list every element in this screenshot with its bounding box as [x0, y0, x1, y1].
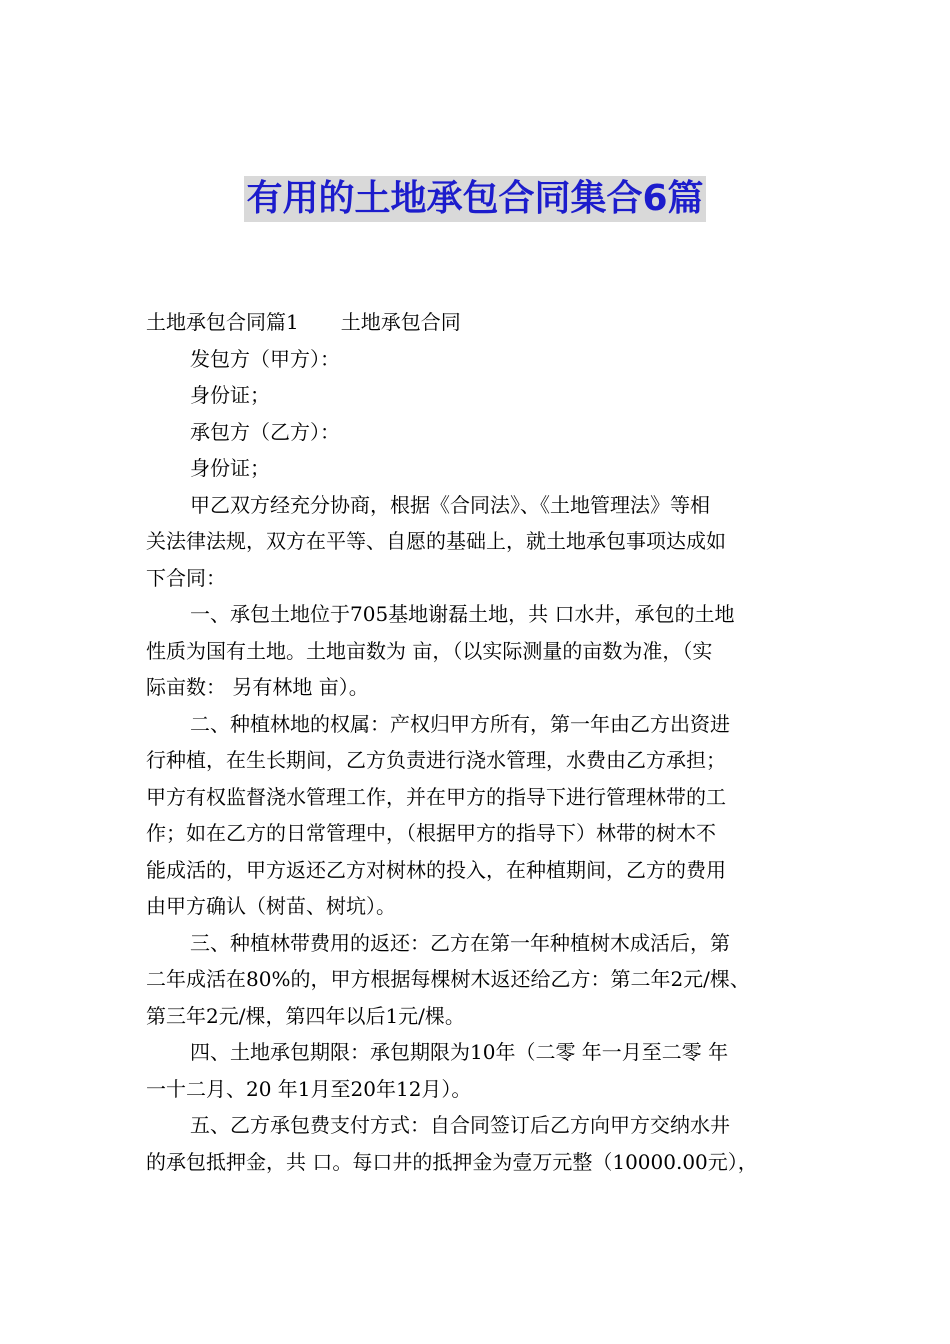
text-line: 甲乙双方经充分协商，根据《合同法》、《土地管理法》等相 [190, 492, 710, 517]
text-line: 际亩数： 另有林地 亩）。 [146, 675, 369, 699]
paragraph-lines [146, 341, 810, 1181]
text-line: 能成活的，甲方返还乙方对树林的投入，在种植期间，乙方的费用 [146, 857, 726, 882]
text-line: 一十二月、20 年1月至20年12月）。 [146, 1076, 472, 1101]
text-line: 的承包抵押金，共 口。每口井的抵押金为壹万元整（10000.00元）， [146, 1149, 758, 1174]
text-line: 发包方（甲方）： [190, 346, 340, 371]
text-line: 关法律法规，双方在平等、自愿的基础上，就土地承包事项达成如 [146, 529, 726, 553]
text-line: 性质为国有土地。土地亩数为 亩，（以实际测量的亩数为准，（实 [146, 638, 713, 663]
text-line: 三、种植林带费用的返还：乙方在第一年种植树木成活后，第 [190, 930, 730, 955]
text-line: 甲方有权监督浇水管理工作，并在甲方的指导下进行管理林带的工 [146, 784, 726, 809]
document-body [146, 304, 810, 1180]
text-line: 作；如在乙方的日常管理中，（根据甲方的指导下）林带的树木不 [146, 821, 716, 845]
document-title: 有用的土地承包合同集合6篇 [244, 176, 705, 222]
text-line: 由甲方确认（树苗、树坑）。 [146, 894, 396, 918]
section-heading [146, 304, 810, 341]
text-line: 二、种植林地的权属：产权归甲方所有，第一年由乙方出资进 [190, 711, 730, 736]
text-line: 一、承包土地位于705基地谢磊土地，共 口水井，承包的土地 [190, 602, 735, 626]
text-line: 身份证； [190, 383, 270, 407]
section-heading-right: 土地承包合同 [340, 310, 461, 334]
text-line: 身份证； [190, 456, 270, 480]
text-line: 第三年2元/棵，第四年以后1元/棵。 [146, 1003, 465, 1028]
text-line: 承包方（乙方）： [190, 419, 340, 444]
text-line: 二年成活在80%的，甲方根据每棵树木返还给乙方：第二年2元/棵、 [146, 967, 750, 991]
text-line: 行种植，在生长期间，乙方负责进行浇水管理，水费由乙方承担； [146, 748, 726, 772]
section-heading-left: 土地承包合同篇1 [146, 310, 299, 334]
text-line: 四、土地承包期限：承包期限为10年（二零 年一月至二零 年 [190, 1040, 729, 1064]
text-line: 五、乙方承包费支付方式：自合同签订后乙方向甲方交纳水井 [190, 1113, 730, 1137]
text-line: 下合同： [146, 565, 226, 590]
title-container [0, 176, 950, 222]
